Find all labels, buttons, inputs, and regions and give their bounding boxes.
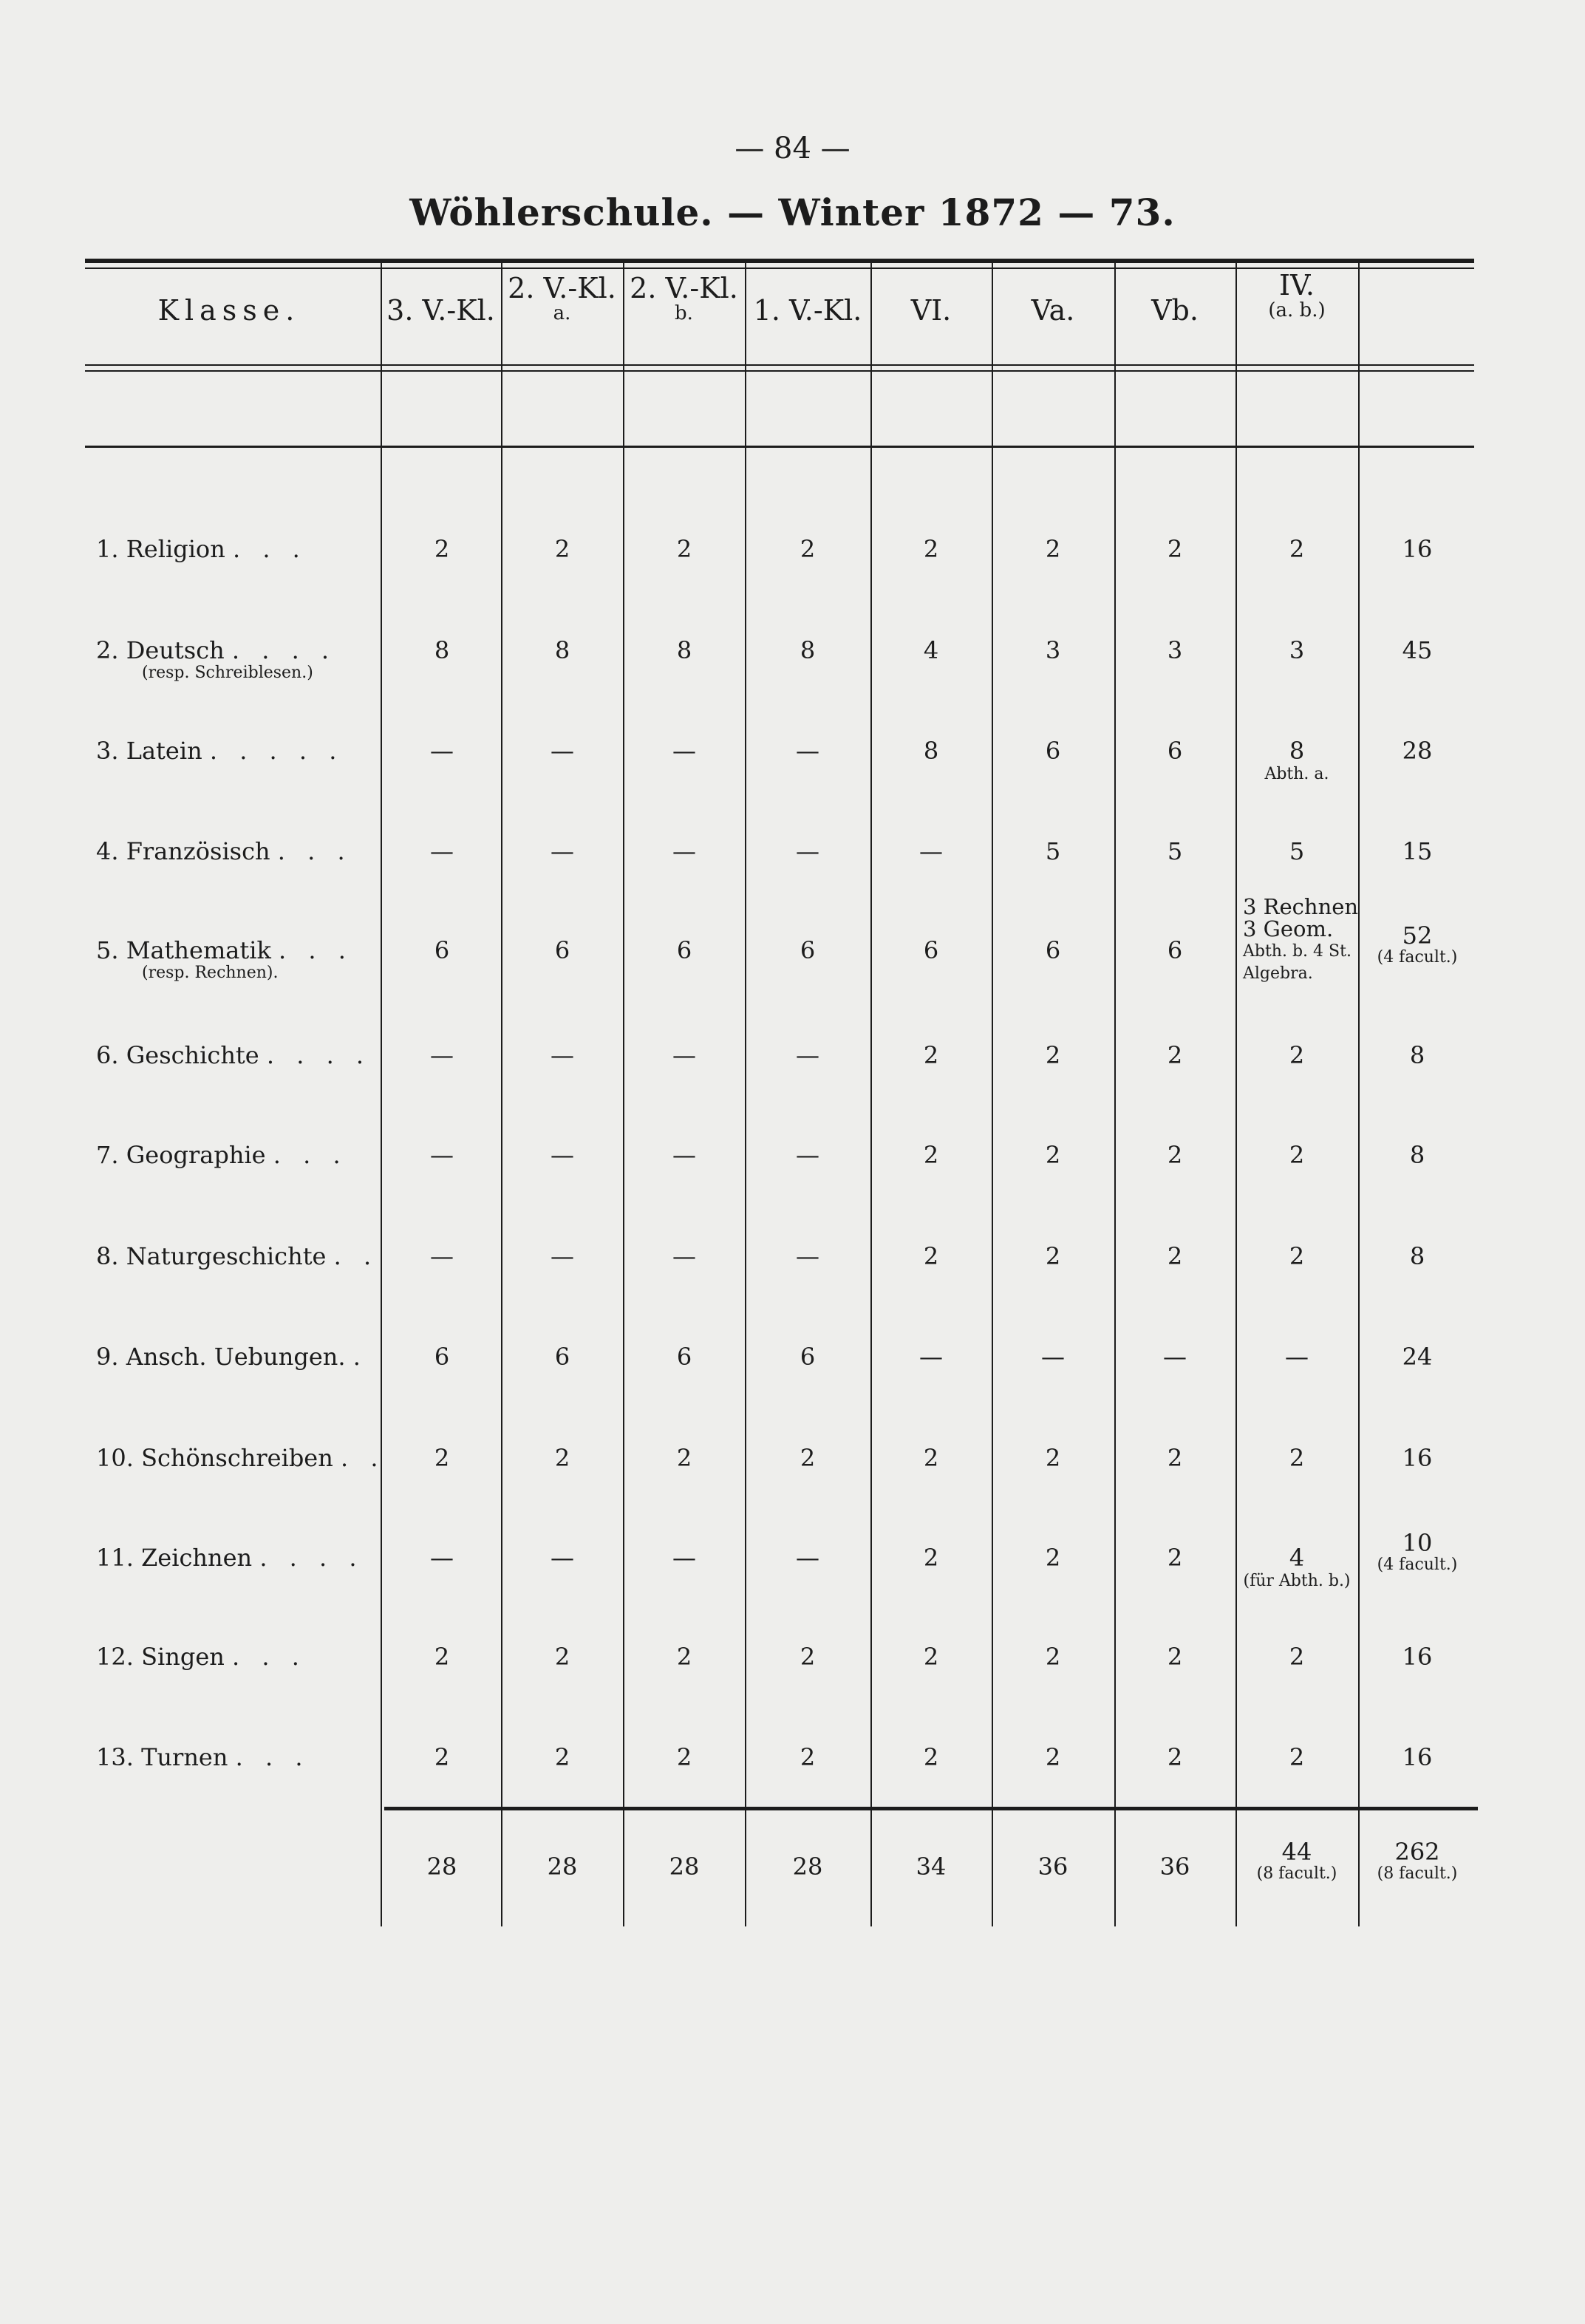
total-iv-note: (8 facult.)	[1256, 1864, 1337, 1883]
table-cell: 8	[434, 636, 450, 664]
table-cell: 2	[923, 1444, 939, 1472]
table-cell: 2	[434, 535, 450, 563]
total-cell: 28	[547, 1853, 578, 1881]
table-cell: 2	[1167, 1141, 1183, 1169]
row-label-text: 4. Französisch	[96, 837, 270, 865]
table-cell: 6	[1045, 737, 1061, 765]
table-cell: 3	[1289, 636, 1305, 664]
row-label	[96, 1142, 348, 1168]
row-label-text: 3. Latein	[96, 737, 202, 765]
table-cell: 2	[1167, 1041, 1183, 1069]
table-cell: —	[796, 1544, 819, 1572]
table-cell: 6	[800, 1343, 816, 1371]
column-rule	[992, 260, 993, 1926]
table-cell: 3	[1045, 636, 1061, 664]
page-number: — 84 —	[734, 132, 851, 166]
table-cell: 8	[1289, 737, 1305, 765]
total-cell: 28	[426, 1853, 457, 1881]
row-label-text: 5. Mathematik	[96, 936, 271, 964]
iv-cell-line: Algebra.	[1243, 964, 1313, 983]
header-class: 2. V.-Kl. b.	[630, 272, 738, 324]
table-cell: —	[1163, 1343, 1187, 1371]
total-cell: 36	[1037, 1853, 1068, 1881]
table-cell: —	[796, 1242, 819, 1270]
row-total: 8	[1409, 1141, 1425, 1169]
iv-cell-line: 3 Geom.	[1243, 916, 1334, 941]
table-cell: 8	[676, 636, 692, 664]
column-rule	[501, 260, 502, 1926]
table-cell: —	[430, 737, 454, 765]
table-cell: 2	[676, 1643, 692, 1671]
column-rule	[381, 260, 382, 1926]
header-bottom-rule	[85, 364, 1474, 366]
table-cell: 2	[1167, 1242, 1183, 1270]
row-label	[96, 1042, 371, 1069]
table-cell: 2	[923, 1041, 939, 1069]
table-cell: 2	[800, 535, 816, 563]
table-cell: 5	[1167, 837, 1183, 865]
table-cell: 3	[1167, 636, 1183, 664]
table-cell: 2	[1167, 1444, 1183, 1472]
header-class: IV. (a. b.)	[1268, 269, 1326, 321]
body-top-rule	[85, 446, 1474, 448]
table-cell: —	[430, 1242, 454, 1270]
totals-rule	[384, 1807, 1478, 1810]
table-cell: 2	[800, 1743, 816, 1771]
table-cell: 2	[1289, 1643, 1305, 1671]
row-label-text: 1. Religion	[96, 535, 225, 563]
table-cell: 2	[923, 1743, 939, 1771]
table-cell: 4	[923, 636, 939, 664]
row-label-text: 11. Zeichnen	[96, 1544, 253, 1572]
header-bottom-rule-2	[85, 370, 1474, 372]
table-cell: 2	[923, 535, 939, 563]
header-class: Vb.	[1151, 294, 1199, 327]
row-label-dots: .	[352, 1343, 368, 1371]
iv-cell-note: Abth. a.	[1264, 765, 1329, 783]
row-total-note: (4 facult.)	[1377, 1555, 1458, 1574]
table-cell: —	[551, 1041, 574, 1069]
table-cell: 2	[1289, 535, 1305, 563]
header-class: VI.	[910, 294, 952, 327]
row-label	[96, 1445, 386, 1471]
table-cell: —	[1041, 1343, 1065, 1371]
table-cell: —	[1285, 1343, 1309, 1371]
row-total: 16	[1402, 1444, 1433, 1472]
table-cell: —	[672, 1041, 696, 1069]
table-cell: —	[796, 1041, 819, 1069]
row-label-dots: . . .	[277, 837, 352, 865]
row-label-text: 2. Deutsch	[96, 636, 225, 664]
table-cell: 2	[1167, 1743, 1183, 1771]
table-cell: 2	[676, 1743, 692, 1771]
table-cell: 2	[1289, 1444, 1305, 1472]
row-label	[96, 536, 307, 562]
row-label-text: 8. Naturgeschichte	[96, 1242, 327, 1270]
table-cell: 2	[1045, 1041, 1061, 1069]
row-label	[96, 1744, 310, 1771]
row-label	[96, 838, 352, 865]
row-total: 24	[1402, 1343, 1433, 1371]
header-class: 2. V.-Kl. a.	[508, 272, 616, 324]
row-total: 8	[1409, 1041, 1425, 1069]
column-rule	[623, 260, 624, 1926]
table-cell: 2	[800, 1444, 816, 1472]
row-label-text: 9. Ansch. Uebungen.	[96, 1343, 346, 1371]
table-cell: 8	[554, 636, 570, 664]
table-cell: —	[672, 1141, 696, 1169]
table-cell: —	[430, 1544, 454, 1572]
table-cell: 6	[554, 1343, 570, 1371]
table-cell: —	[430, 1041, 454, 1069]
iv-cell-line: 3 Rechnen	[1243, 894, 1359, 919]
column-rule	[870, 260, 872, 1926]
row-total: 28	[1402, 737, 1433, 765]
table-cell: 2	[1289, 1743, 1305, 1771]
row-label-dots: . . . .	[259, 1544, 364, 1572]
row-total: 45	[1402, 636, 1433, 664]
table-cell: 8	[923, 737, 939, 765]
row-total: 10	[1402, 1529, 1433, 1557]
row-label-text: 7. Geographie	[96, 1141, 266, 1169]
table-cell: 2	[434, 1743, 450, 1771]
table-cell: —	[430, 1141, 454, 1169]
column-rule	[1114, 260, 1116, 1926]
row-label	[96, 737, 344, 764]
row-label-dots: . .	[333, 1242, 379, 1270]
row-total: 52	[1402, 921, 1433, 950]
table-cell: 2	[1289, 1242, 1305, 1270]
table-cell: 2	[923, 1242, 939, 1270]
table-cell: 6	[434, 1343, 450, 1371]
table-cell: —	[551, 737, 574, 765]
table-cell: —	[430, 837, 454, 865]
table-cell: —	[672, 737, 696, 765]
table-cell: —	[672, 1242, 696, 1270]
table-cell: 5	[1045, 837, 1061, 865]
row-label-text: 6. Geschichte	[96, 1041, 259, 1069]
column-rule	[1235, 260, 1237, 1926]
row-label-dots: . . . .	[231, 636, 337, 664]
row-total: 16	[1402, 1743, 1433, 1771]
row-total: 16	[1402, 1643, 1433, 1671]
table-cell: —	[672, 1544, 696, 1572]
table-cell: 2	[1045, 1444, 1061, 1472]
row-label	[96, 1343, 368, 1370]
table-cell: 6	[554, 936, 570, 964]
table-cell: —	[919, 1343, 943, 1371]
table-cell: 2	[1289, 1041, 1305, 1069]
row-total: 16	[1402, 535, 1433, 563]
row-label-text: 12. Singen	[96, 1643, 225, 1671]
row-label-dots: . . . . .	[209, 737, 344, 765]
table-cell: 2	[554, 535, 570, 563]
grand-total-note: (8 facult.)	[1377, 1864, 1458, 1883]
column-rule	[745, 260, 746, 1926]
row-label	[96, 637, 336, 664]
table-top-rule-thin	[85, 268, 1474, 269]
table-cell: 2	[554, 1444, 570, 1472]
row-total-note: (4 facult.)	[1377, 948, 1458, 967]
table-cell: 5	[1289, 837, 1305, 865]
table-cell: 6	[676, 936, 692, 964]
table-top-rule	[85, 259, 1474, 263]
table-cell: 2	[434, 1444, 450, 1472]
page-title: Wöhlerschule. — Winter 1872 — 73.	[409, 191, 1176, 234]
row-label-dots: . . .	[235, 1743, 310, 1771]
table-cell: —	[551, 1242, 574, 1270]
table-cell: —	[551, 837, 574, 865]
grand-total: 262	[1394, 1838, 1440, 1866]
header-class: Va.	[1031, 294, 1075, 327]
total-cell: 44	[1281, 1838, 1312, 1866]
iv-cell-note: (für Abth. b.)	[1243, 1572, 1351, 1590]
table-cell: —	[672, 837, 696, 865]
row-total: 15	[1402, 837, 1433, 865]
row-label-dots: . . . .	[266, 1041, 372, 1069]
table-cell: —	[796, 1141, 819, 1169]
table-cell: 4	[1289, 1544, 1305, 1572]
table-cell: 6	[923, 936, 939, 964]
row-label	[96, 1243, 378, 1270]
header-class: 1. V.-Kl.	[753, 294, 862, 327]
table-cell: 6	[1167, 737, 1183, 765]
row-label-dots: . .	[341, 1444, 386, 1472]
table-cell: 2	[434, 1643, 450, 1671]
row-label-text: 13. Turnen	[96, 1743, 228, 1771]
table-cell: 2	[1167, 535, 1183, 563]
table-cell: —	[796, 737, 819, 765]
total-cell: 34	[916, 1853, 947, 1881]
table-cell: 2	[676, 535, 692, 563]
table-cell: —	[796, 837, 819, 865]
table-cell: 2	[676, 1444, 692, 1472]
row-label-note: (resp. Rechnen).	[142, 964, 279, 982]
table-cell: —	[551, 1544, 574, 1572]
header-klasse: Klasse.	[157, 294, 301, 327]
table-cell: 2	[1045, 1544, 1061, 1572]
table-cell: 2	[1045, 1141, 1061, 1169]
table-cell: 6	[1045, 936, 1061, 964]
table-cell: 2	[1045, 535, 1061, 563]
table-cell: 2	[1045, 1242, 1061, 1270]
row-label-dots: . . .	[273, 1141, 348, 1169]
table-cell: 2	[1045, 1643, 1061, 1671]
row-label-text: 10. Schönschreiben	[96, 1444, 333, 1472]
table-cell: 2	[1045, 1743, 1061, 1771]
row-label-note: (resp. Schreiblesen.)	[142, 664, 313, 682]
table-cell: 2	[923, 1643, 939, 1671]
table-cell: 6	[1167, 936, 1183, 964]
table-cell: 6	[676, 1343, 692, 1371]
table-cell: 6	[800, 936, 816, 964]
table-cell: —	[551, 1141, 574, 1169]
total-cell: 36	[1159, 1853, 1190, 1881]
table-cell: 2	[923, 1141, 939, 1169]
row-label	[96, 1643, 307, 1670]
column-rule	[1358, 260, 1360, 1926]
table-cell: 6	[434, 936, 450, 964]
table-cell: 2	[554, 1743, 570, 1771]
table-cell: 8	[800, 636, 816, 664]
table-cell: 2	[1289, 1141, 1305, 1169]
table-cell: 2	[1167, 1544, 1183, 1572]
total-cell: 28	[792, 1853, 823, 1881]
table-cell: 2	[800, 1643, 816, 1671]
table-cell: —	[919, 837, 943, 865]
row-label	[96, 1544, 364, 1571]
row-label-dots: . . .	[232, 535, 307, 563]
table-cell: 2	[1167, 1643, 1183, 1671]
table-cell: 2	[923, 1544, 939, 1572]
iv-cell-line: Abth. b. 4 St.	[1243, 942, 1351, 961]
row-label	[96, 937, 353, 964]
table-cell: 2	[554, 1643, 570, 1671]
row-label-dots: . . .	[279, 936, 353, 964]
row-total: 8	[1409, 1242, 1425, 1270]
header-class: 3. V.-Kl.	[386, 294, 495, 327]
total-cell: 28	[669, 1853, 700, 1881]
row-label-dots: . . .	[232, 1643, 307, 1671]
